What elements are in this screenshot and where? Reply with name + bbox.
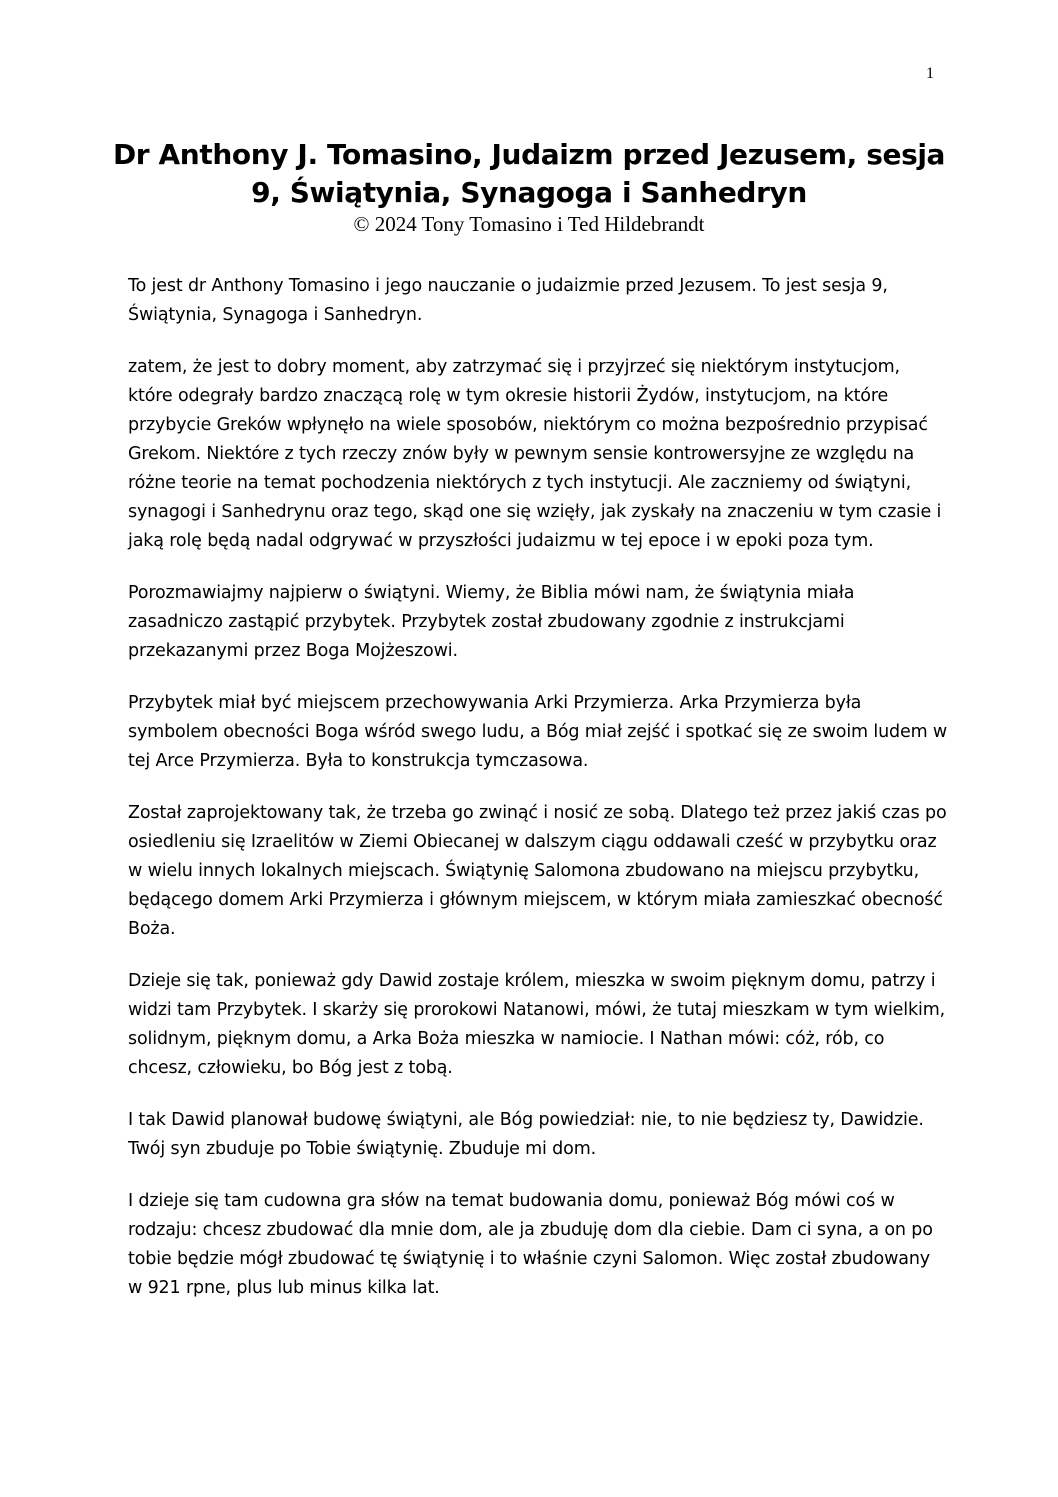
paragraph-5: Został zaprojektowany tak, że trzeba go zwinąć i nosić ze sobą. Dlatego też przez jakiś czas po osiedleniu się Izraelitów w Ziemi Obiecanej w dalszym ciągu oddawali cześć w przybytku oraz w wielu innych lokalnych miejscach. Świątynię Salomona zbudowano na miejscu przybytku, będącego domem Arki Przymierza i głównym miejscem, w którym miała zamieszkać obecność Boża. bbox=[128, 803, 947, 939]
title-block bbox=[100, 136, 958, 236]
paragraph-8: I dzieje się tam cudowna gra słów na temat budowania domu, ponieważ Bóg mówi coś w rodzaju: chcesz zbudować dla mnie dom, ale ja zbuduję dom dla ciebie. Dam ci syna, a on po tobie będzie mógł zbudować tę świątynię i to właśnie czyni Salomon. Więc został zbudowany w 921 rpne, plus lub minus kilka lat. bbox=[128, 1191, 933, 1298]
paragraph-1: To jest dr Anthony Tomasino i jego nauczanie o judaizmie przed Jezusem. To jest sesja 9, Świątynia, Synagoga i Sanhedryn. bbox=[128, 276, 888, 325]
copyright-line: © 2024 Tony Tomasino i Ted Hildebrandt bbox=[353, 212, 705, 236]
paragraph-3: Porozmawiajmy najpierw o świątyni. Wiemy, że Biblia mówi nam, że świątynia miała zasadniczo zastąpić przybytek. Przybytek został zbudowany zgodnie z instrukcjami przekazanymi przez Boga Mojżeszowi. bbox=[128, 583, 855, 661]
paragraph-2: zatem, że jest to dobry moment, aby zatrzymać się i przyjrzeć się niektórym instytucjom, które odegrały bardzo znaczącą rolę w tym okresie historii Żydów, instytucjom, na które przybycie Greków wpłynęło na wiele sposobów, niektórym co można bezpośrednio przypisać Grekom. Niektóre z tych rzeczy znów były w pewnym sensie kontrowersyjne ze względu na różne teorie na temat pochodzenia niektórych z tych instytucji. Ale zaczniemy od świątyni, synagogi i Sanhedrynu oraz tego, skąd one się wzięły, jak zyskały na znaczeniu w tym czasie i jaką rolę będą nadal odgrywać w przyszłości judaizmu w tej epoce i w epoki poza tym. bbox=[128, 357, 942, 551]
paragraph-6: Dzieje się tak, ponieważ gdy Dawid zostaje królem, mieszka w swoim pięknym domu, patrzy i widzi tam Przybytek. I skarży się prorokowi Natanowi, mówi, że tutaj mieszkam w tym wielkim, solidnym, pięknym domu, a Arka Boża mieszka w namiocie. I Nathan mówi: cóż, rób, co chcesz, człowieku, bo Bóg jest z tobą. bbox=[128, 971, 946, 1078]
page-number: 1 bbox=[926, 65, 934, 82]
document-body bbox=[128, 272, 948, 1326]
paragraph-4: Przybytek miał być miejscem przechowywania Arki Przymierza. Arka Przymierza była symbolem obecności Boga wśród swego ludu, a Bóg miał zejść i spotkać się ze swoim ludem w tej Arce Przymierza. Była to konstrukcja tymczasowa. bbox=[128, 693, 948, 771]
paragraph-7: I tak Dawid planował budowę świątyni, ale Bóg powiedział: nie, to nie będziesz ty, Dawidzie. Twój syn zbuduje po Tobie świątynię. Zbuduje mi dom. bbox=[128, 1110, 924, 1159]
document-title: Dr Anthony J. Tomasino, Judaizm przed Jezusem, sesja 9, Świątynia, Synagoga i Sanhedryn bbox=[112, 138, 946, 209]
